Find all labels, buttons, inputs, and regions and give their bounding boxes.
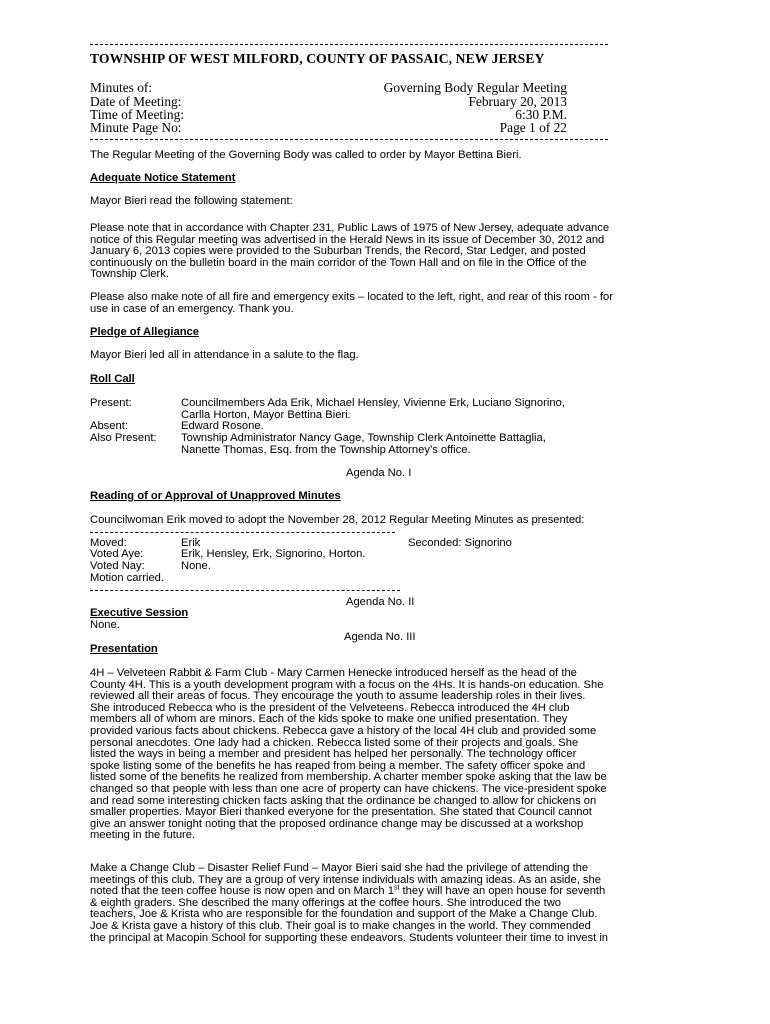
present-label: Present:: [90, 397, 132, 409]
pledge-heading: Pledge of Allegiance: [90, 326, 200, 338]
text-line: use in case of an emergency. Thank you.: [90, 302, 294, 315]
text-line: & eighth graders. She described the many offerings at the coffee hours. She introduced the two: [90, 896, 561, 909]
motion-carried: Motion carried.: [90, 572, 164, 584]
text-line: County 4H. This is a youth development program with a focus on the 4Hs. It is hands-on education. She: [90, 678, 604, 691]
notice-paragraph: [90, 223, 609, 281]
notice-heading: Adequate Notice Statement: [90, 172, 236, 184]
presentation-paragraph: [90, 668, 607, 842]
seconded-value: Seconded: Signorino: [408, 537, 512, 549]
present-list: [181, 398, 565, 421]
text-line: Councilmembers Ada Erik, Michael Hensley, Vivienne Erk, Luciano Signorino,: [181, 397, 565, 409]
text-line: meeting in the future.: [90, 829, 196, 842]
text-fragment: they will have an open house for seventh: [399, 885, 606, 898]
date-value: February 20, 2013: [468, 94, 567, 109]
voted-nay-value: None.: [181, 560, 211, 572]
text-line: listed some of the benefits he realized from membership. A charter member spoke asking that the law be: [90, 771, 607, 784]
text-line: Township Administrator Nancy Gage, Township Clerk Antoinette Battaglia,: [181, 432, 546, 444]
text-line: listed the ways in being a member and president has helped her personally. The technology officer: [90, 748, 577, 761]
text-fragment: noted that the teen coffee house is now open and on March 1: [90, 885, 394, 898]
text-line: personal anecdotes. One lady had a chicken. Rebecca listed some of their projects and goals. She: [90, 736, 579, 749]
text-line: reviewed all their areas of focus. They encourage the youth to assume leadership roles in their lives.: [90, 690, 586, 703]
also-present-list: [181, 433, 546, 456]
pledge-text: Mayor Bieri led all in attendance in a salute to the flag.: [90, 349, 359, 361]
document-title: TOWNSHIP OF WEST MILFORD, COUNTY OF PASSAIC, NEW JERSEY: [90, 51, 545, 66]
text-line: Nanette Thomas, Esq. from the Township Attorney’s office.: [181, 443, 471, 456]
make-a-change-paragraph: [90, 863, 608, 944]
text-line: give an answer tonight noting that the proposed ordinance change may be discussed at a workshop: [90, 817, 584, 830]
vote-top-divider: [90, 532, 395, 533]
voted-aye-value: Erik, Hensley, Erk, Signorino, Horton.: [181, 548, 366, 560]
absent-value: Edward Rosone.: [181, 420, 264, 432]
top-divider: [90, 44, 608, 45]
presentation-heading: Presentation: [90, 643, 158, 655]
superscript: st: [393, 884, 400, 892]
time-value: 6:30 P.M.: [515, 107, 567, 122]
text-line: January 6, 2013 copies were provided to the Suburban Trends, the Record, Star Ledger, and posted: [90, 245, 586, 258]
text-line: spoke listing some of the benefits he has reaped from being a member. The safety officer spoke and: [90, 759, 586, 772]
text-line: teachers, Joe & Krista who are responsible for the foundation and support of the Make a Change Club.: [90, 908, 598, 921]
text-line: meetings of this club. They are a group of very intense individuals with amazing ideas. As an aside, she: [90, 873, 601, 886]
voted-nay-label: Voted Nay:: [90, 560, 145, 572]
text-line: Please also make note of all fire and emergency exits – located to the left, right, and rear of this room - for: [90, 291, 613, 303]
also-present-label: Also Present:: [90, 432, 157, 444]
moved-value: Erik: [181, 537, 201, 549]
call-to-order: The Regular Meeting of the Governing Body was called to order by Mayor Bettina Bieri.: [90, 149, 522, 161]
minutes-value: Governing Body Regular Meeting: [383, 80, 567, 95]
text-line: 4H – Velveteen Rabbit & Farm Club - Mary Carmen Henecke introduced herself as the head of the: [90, 667, 577, 679]
minutes-approval-heading: Reading of or Approval of Unapproved Minutes: [90, 490, 341, 502]
text-line: provided various facts about chickens. Rebecca gave a history of the local 4H club and provided some: [90, 724, 597, 737]
text-line: and read some interesting chicken facts asking that the ordinance be changed to allow for chickens on: [90, 794, 597, 807]
page-number-label: Minute Page No:: [90, 120, 182, 135]
text-line: Carlla Horton, Mayor Bettina Bieri.: [181, 408, 351, 421]
date-label: Date of Meeting:: [90, 94, 182, 109]
notice-intro: Mayor Bieri read the following statement:: [90, 195, 293, 207]
text-line: Make a Change Club – Disaster Relief Fund – Mayor Bieri said she had the privilege of attending the: [90, 862, 589, 874]
executive-session-heading: Executive Session: [90, 607, 189, 619]
executive-session-value: None.: [90, 619, 120, 631]
agenda-number-2: Agenda No. II: [346, 596, 415, 608]
minutes-motion: Councilwoman Erik moved to adopt the November 28, 2012 Regular Meeting Minutes as presented:: [90, 514, 585, 526]
agenda-number-1: Agenda No. I: [346, 467, 412, 479]
text-line: Township Clerk.: [90, 268, 169, 281]
header-bottom-divider: [90, 139, 608, 140]
text-line: Joe & Krista gave a history of this club. Their goal is to make changes in the world. They commended: [90, 919, 591, 932]
minutes-label: Minutes of:: [90, 80, 153, 95]
time-label: Time of Meeting:: [90, 107, 184, 122]
moved-label: Moved:: [90, 537, 127, 549]
text-line: continuously on the bulletin board in the main corridor of the Town Hall and on file in the Office of the: [90, 256, 587, 269]
vote-bottom-divider: [90, 590, 400, 591]
text-line: smaller properties. Mayor Bieri thanked everyone for the presentation. She stated that Council cannot: [90, 806, 592, 819]
text-line: changed so that people with less than one acre of property can have chickens. The vice-president spoke: [90, 782, 607, 795]
exits-paragraph: [90, 292, 613, 315]
text-line: notice of this Regular meeting was advertised in the Herald News in its issue of December 30, 2012 and: [90, 233, 605, 246]
roll-call-heading: Roll Call: [90, 373, 135, 385]
text-line: She introduced Rebecca who is the president of the Velveteens. Rebecca introduced the 4H club: [90, 701, 570, 714]
agenda-number-3: Agenda No. III: [344, 631, 416, 643]
absent-label: Absent:: [90, 420, 128, 432]
page-number-value: Page 1 of 22: [499, 120, 567, 135]
text-line: members all of whom are minors. Each of the kids spoke to make one unified presentation. They: [90, 713, 568, 726]
text-line: the principal at Macopin School for supporting these endeavors. Students volunteer their time to invest in: [90, 931, 609, 944]
voted-aye-label: Voted Aye:: [90, 548, 144, 560]
text-line: Please note that in accordance with Chapter 231, Public Laws of 1975 of New Jersey, adequate advance: [90, 222, 610, 234]
